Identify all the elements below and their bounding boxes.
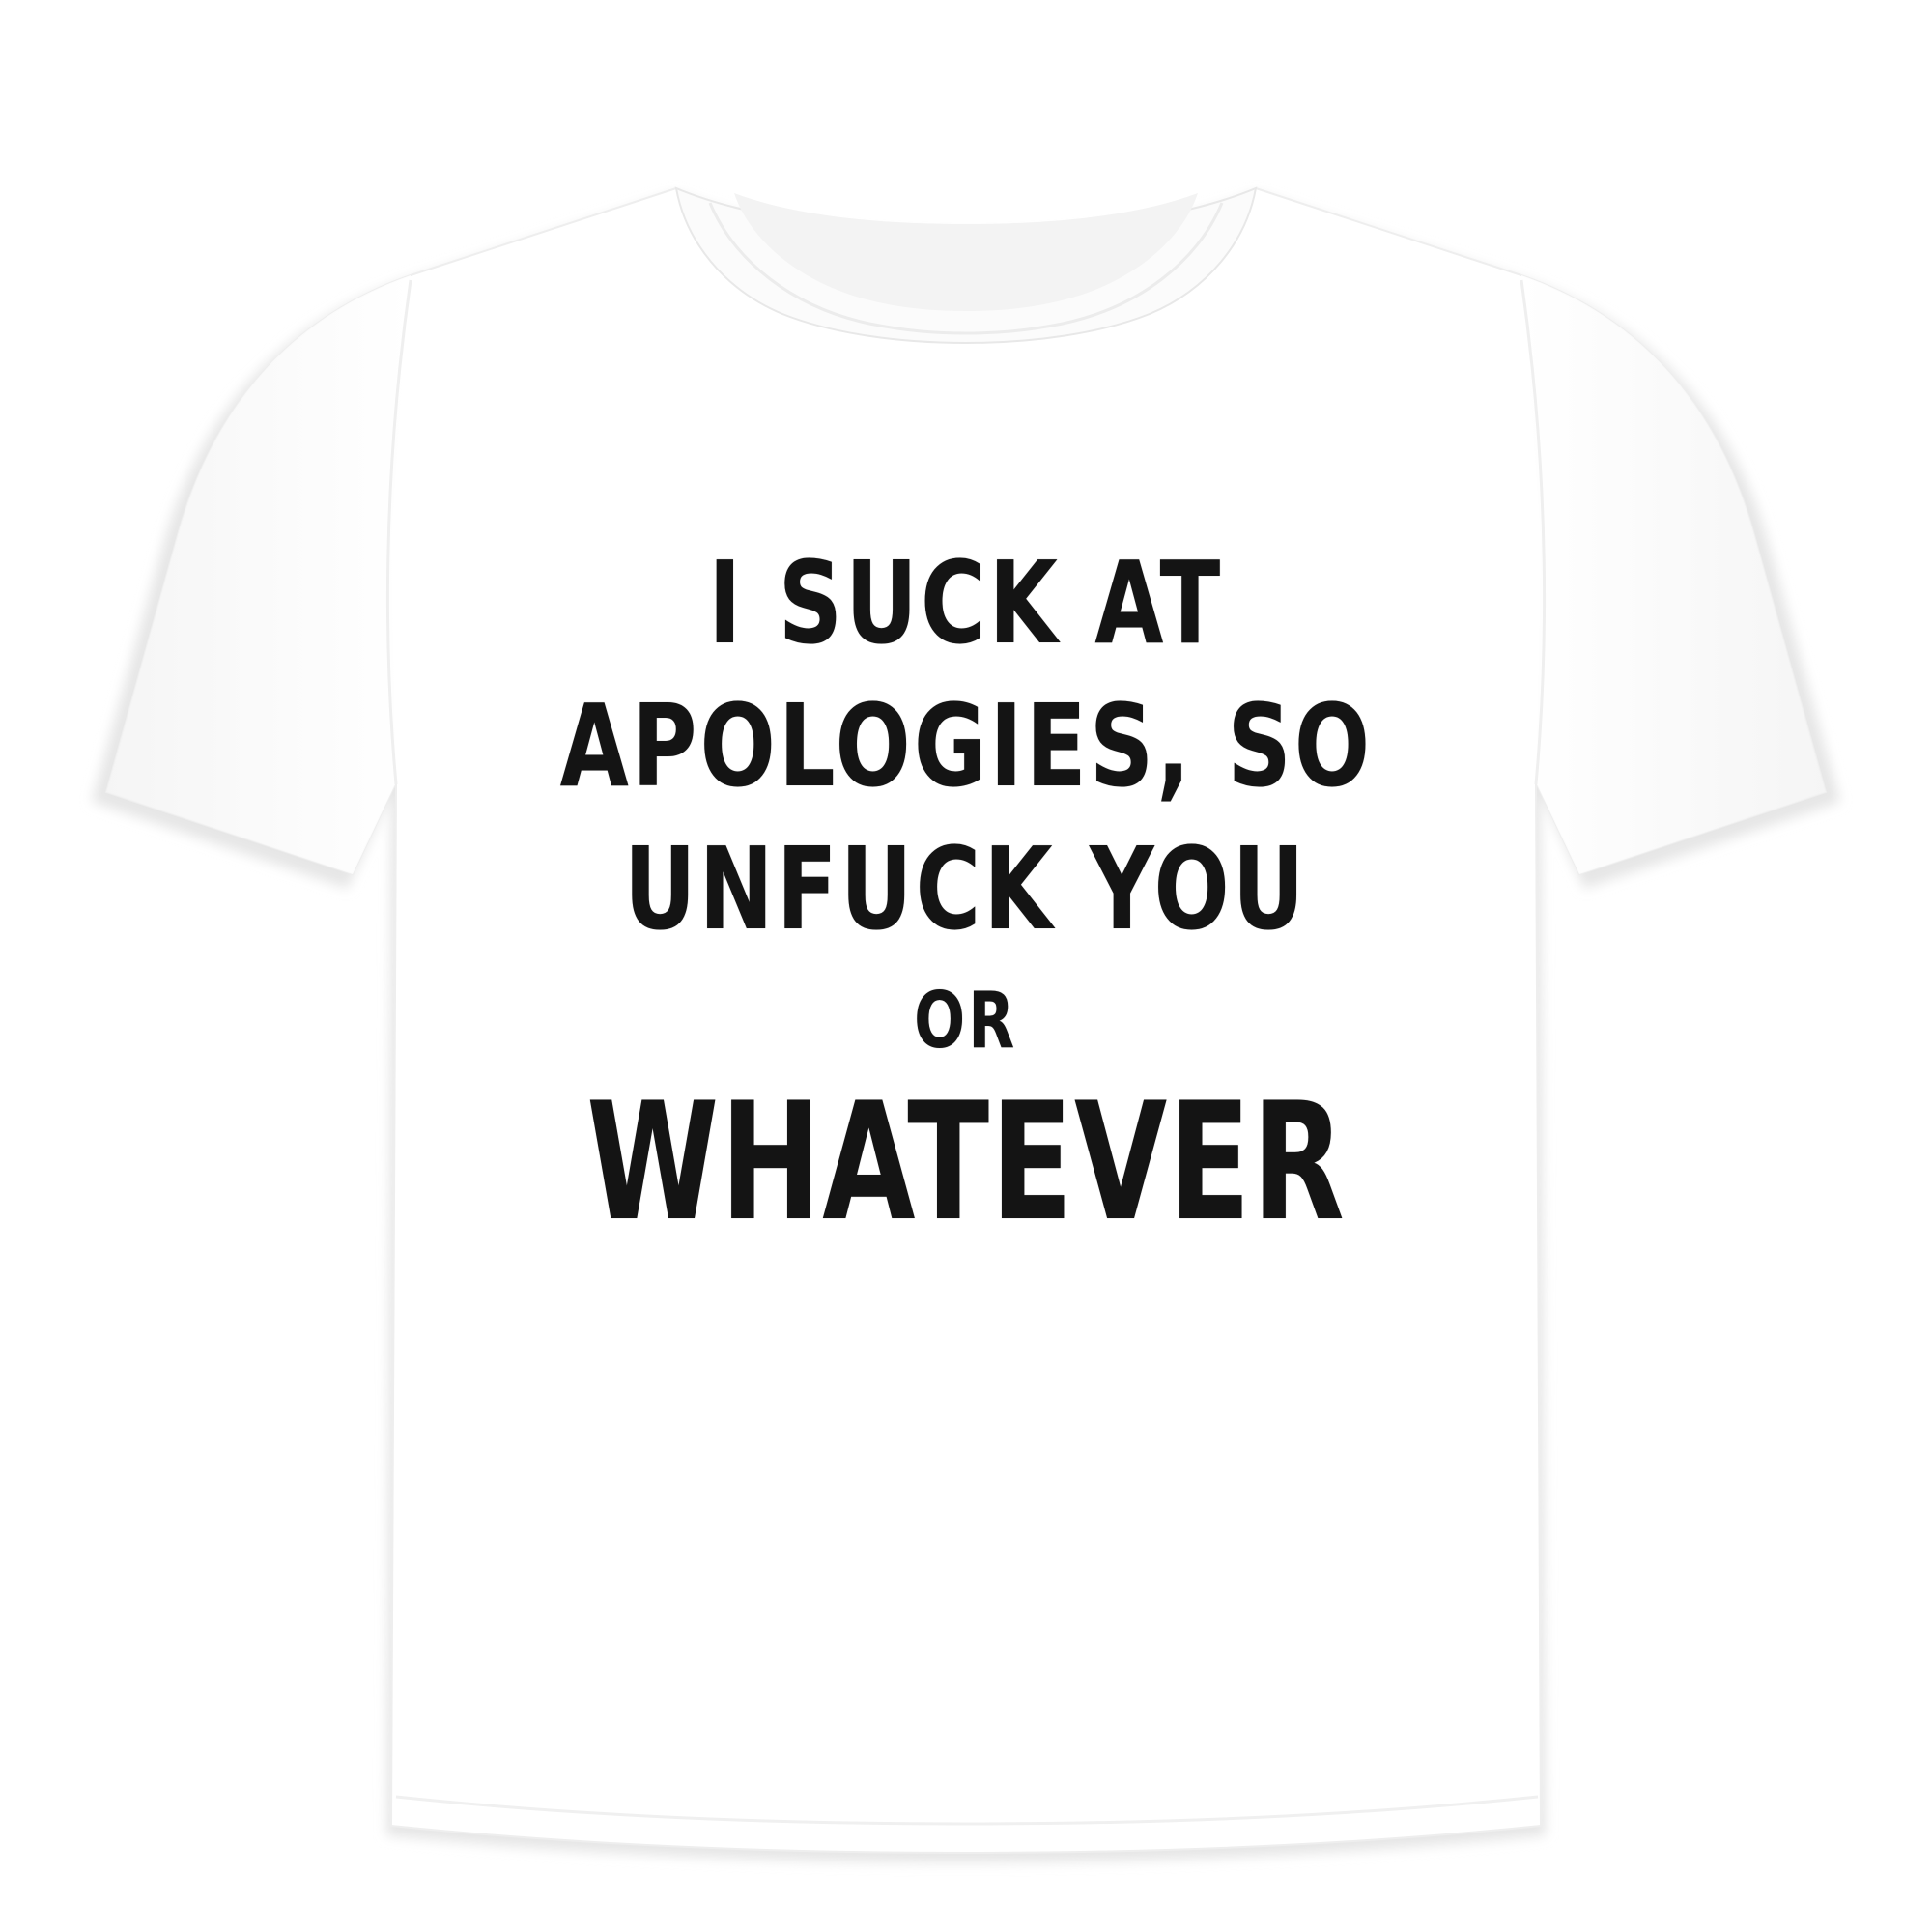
print-line-5: WHATEVER xyxy=(585,1067,1347,1257)
print-line-1: I SUCK AT xyxy=(708,536,1224,669)
left-sleeve xyxy=(106,275,411,874)
print-line-4: OR xyxy=(914,976,1018,1065)
shirt-print xyxy=(559,536,1373,1257)
right-sleeve xyxy=(1521,275,1826,874)
print-line-2: APOLOGIES, SO xyxy=(559,679,1373,812)
print-line-3: UNFUCK YOU xyxy=(624,822,1308,955)
